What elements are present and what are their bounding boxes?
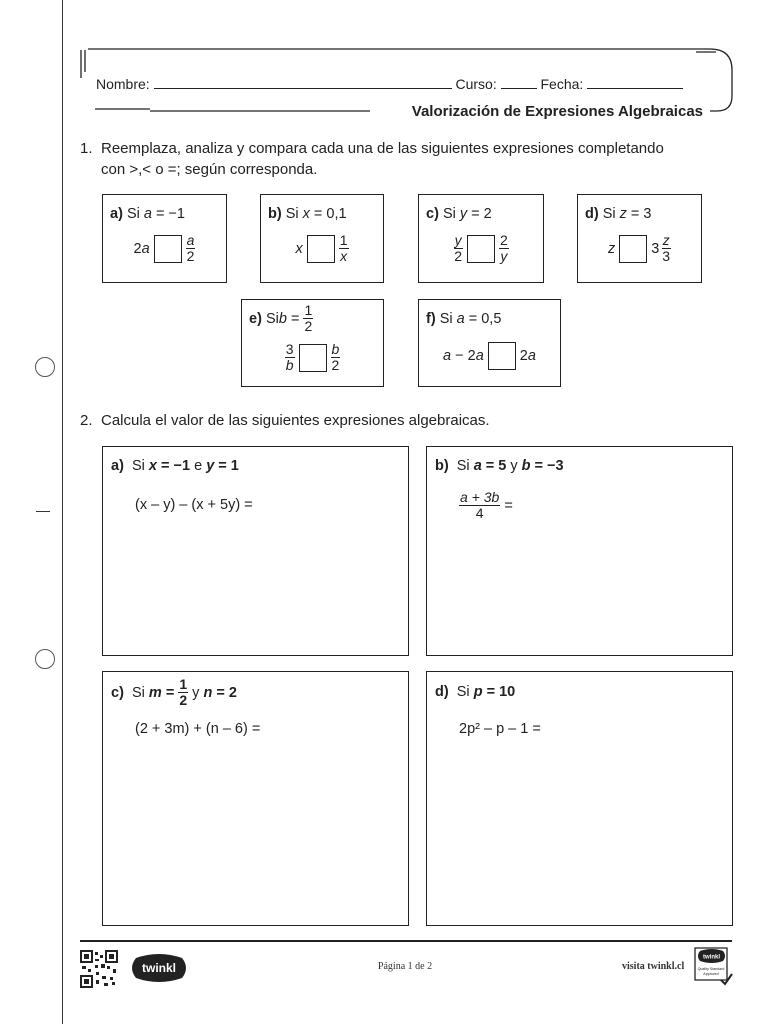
answer-box[interactable] [619, 235, 647, 263]
item-label: a) [110, 206, 123, 222]
answer-box[interactable] [154, 235, 182, 263]
left-expression: z [607, 240, 616, 257]
course-field[interactable] [501, 76, 537, 89]
right-expression: 2a [519, 348, 536, 364]
calc-item-c[interactable] [102, 671, 409, 926]
item-label: e) [249, 310, 262, 327]
calc-item-b[interactable] [426, 446, 733, 656]
compare-item-b [260, 194, 384, 283]
worksheet-header [80, 48, 733, 118]
item-condition: c) Si y = 2 [426, 206, 492, 222]
answer-box[interactable] [467, 235, 495, 263]
item-condition: b) Si x = 0,1 [268, 206, 347, 222]
compare-item-d [577, 194, 702, 283]
worksheet-title: Valorización de Expresiones Algebraicas [411, 103, 703, 120]
item-condition: e) Si b = $\frac{1}{2}$ [249, 302, 313, 334]
svg-text:Approved: Approved [703, 972, 719, 976]
visit-link[interactable]: visita twinkl.cl [622, 961, 685, 972]
comparison [103, 233, 226, 264]
item-label: c) [426, 206, 439, 222]
svg-text:Quality Standard: Quality Standard [697, 967, 725, 971]
compare-item-f [418, 299, 561, 387]
date-field[interactable] [587, 76, 683, 89]
question-1 [80, 138, 740, 182]
course-label: Curso: [455, 76, 497, 92]
question-2 [80, 410, 740, 432]
item-label: d) [435, 684, 449, 700]
item-label: d) [585, 206, 599, 222]
svg-text:twinkl: twinkl [702, 954, 721, 961]
left-fraction: $\frac{y}{2}$ [454, 232, 462, 264]
calc-item-d[interactable] [426, 671, 733, 926]
comparison [242, 342, 383, 373]
center-mark [36, 511, 50, 512]
left-expression: 2a [133, 240, 150, 257]
item-label: b) [435, 458, 449, 474]
right-fraction: $\frac{a}{2}$ [186, 232, 195, 264]
item-condition: b) Si a = 5 y b = −3 [435, 458, 564, 474]
question-text [101, 138, 664, 180]
comparison [419, 233, 543, 264]
question-text-line: Reemplaza, analiza y compara cada una de las siguientes expresiones completando [101, 140, 664, 157]
right-mixed-number: 3 $\frac{z}{3}$ [651, 232, 671, 264]
item-condition: a) Si a = −1 [110, 206, 185, 222]
name-field[interactable] [154, 76, 452, 89]
question-text-line: con >,< o =; según corresponda. [101, 161, 318, 178]
quality-badge-icon [693, 946, 733, 988]
name-label: Nombre: [96, 76, 150, 92]
left-expression: a − 2a [443, 348, 484, 364]
right-fraction: $\frac{b}{2}$ [331, 341, 340, 373]
compare-item-a [102, 194, 227, 283]
question-text: Calcula el valor de las siguientes expresiones algebraicas. [101, 412, 490, 429]
comparison [419, 342, 560, 370]
question-number: 2. [80, 412, 93, 429]
question-number: 1. [80, 140, 93, 157]
binding-margin-line [62, 0, 63, 1024]
expression: (2 + 3m) + (n – 6) = [135, 721, 261, 737]
item-condition: f) Si a = 0,5 [426, 311, 502, 327]
right-fraction: $\frac{1}{x}$ [339, 232, 348, 264]
item-label: a) [111, 458, 124, 474]
footer-rule [80, 940, 732, 942]
expression: $\frac{a + 3b}{4}$ = [460, 489, 513, 521]
answer-box[interactable] [307, 235, 335, 263]
svg-text:twinkl: twinkl [141, 961, 177, 975]
punch-hole-bottom [35, 649, 55, 669]
item-condition: a) Si x = −1 e y = 1 [111, 458, 239, 474]
item-label: f) [426, 311, 436, 327]
item-label: b) [268, 206, 282, 222]
item-condition: d) Si p = 10 [435, 684, 516, 700]
page-number: Página 1 de 2 [377, 961, 433, 972]
right-fraction: $\frac{2}{y}$ [500, 232, 508, 264]
compare-item-e [241, 299, 384, 387]
calc-item-a[interactable] [102, 446, 409, 656]
comparison [578, 233, 701, 264]
compare-item-c [418, 194, 544, 283]
expression: (x – y) – (x + 5y) = [135, 497, 253, 513]
item-label: c) [111, 684, 124, 701]
left-fraction: $\frac{3}{b}$ [285, 341, 294, 373]
comparison [261, 233, 383, 264]
left-expression: x [295, 240, 303, 257]
answer-box[interactable] [299, 344, 327, 372]
date-label: Fecha: [540, 76, 584, 92]
answer-box[interactable] [488, 342, 516, 370]
punch-hole-top [35, 357, 55, 377]
item-condition: c) Si m = $\frac{1}{2}$ y n = 2 [111, 676, 237, 708]
item-condition: d) Si z = 3 [585, 206, 652, 222]
student-info-line [96, 76, 683, 92]
expression: 2p² – p – 1 = [459, 721, 541, 737]
